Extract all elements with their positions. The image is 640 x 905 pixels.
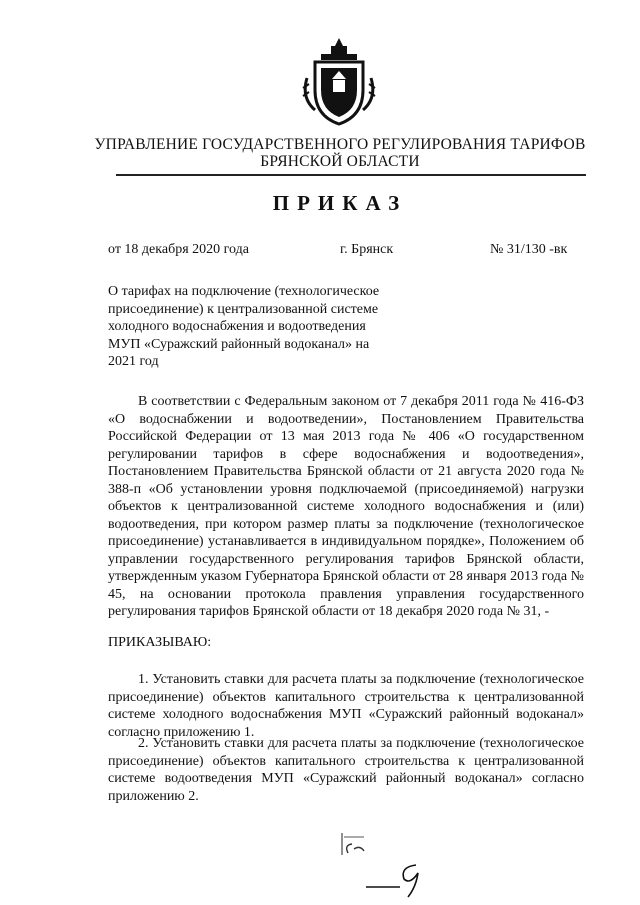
order-city: г. Брянск [340,242,394,257]
order-date: от 18 декабря 2020 года [108,242,249,257]
coat-of-arms-icon [301,38,377,126]
header-divider [116,174,586,176]
order-item-2: 2. Установить ставки для расчета платы за подключение (технологическое присоединение) объектов капитального строительства к централизованной системе водоотведения МУП «Суражский районный водоканал» согласно приложению 2. [108,736,584,804]
order-number: № 31/130 -вк [490,242,568,257]
organization-name-line-2: БРЯНСКОЙ ОБЛАСТИ [260,153,420,170]
order-item-1: 1. Установить ставки для расчета платы за подключение (технологическое присоединение) объектов капитального строительства к централизованной системе холодного водоснабжения МУП «Суражский районный водоканал» согласно приложению 1. [108,672,584,740]
document-title: ПРИКАЗ [272,191,408,215]
order-word: ПРИКАЗЫВАЮ: [108,635,212,650]
organization-name-line-1: УПРАВЛЕНИЕ ГОСУДАРСТВЕННОГО РЕГУЛИРОВАНИЯ ТАРИФОВ [94,136,586,153]
signature-icon [330,825,440,900]
preamble-paragraph: В соответствии с Федеральным законом от 7 декабря 2011 года № 416-ФЗ «О водоснабжении и водоотведении», Постановлением Правительства Российской Федерации от 13 мая 2013 года № 406 «О государственном регулировании тарифов в сфере водоснабжения и водоотведения», Постановлением Правительства Брянской области от 21 августа 2020 года № 388-п «Об установлении уровня подключаемой (присоединяемой) нагрузки объектов к централизованной системе холодного водоснабжения и (или) водоотведения, при котором размер платы за подключение (технологическое присоединение) устанавливается в индивидуальном порядке», Положением об управлении государственного регулирования тарифов Брянской области, утвержденным указом Губернатора Брянской области от 28 января 2013 года № 45, на основании протокола правления управления государственного регулирования тарифов Брянской области от 18 декабря 2020 года № 31, - [108,394,584,619]
order-subject: О тарифах на подключение (технологическое присоединение) к централизованной системе холодного водоснабжения и водоотведения МУП «Суражский районный водоканал» на 2021 год [108,284,380,369]
